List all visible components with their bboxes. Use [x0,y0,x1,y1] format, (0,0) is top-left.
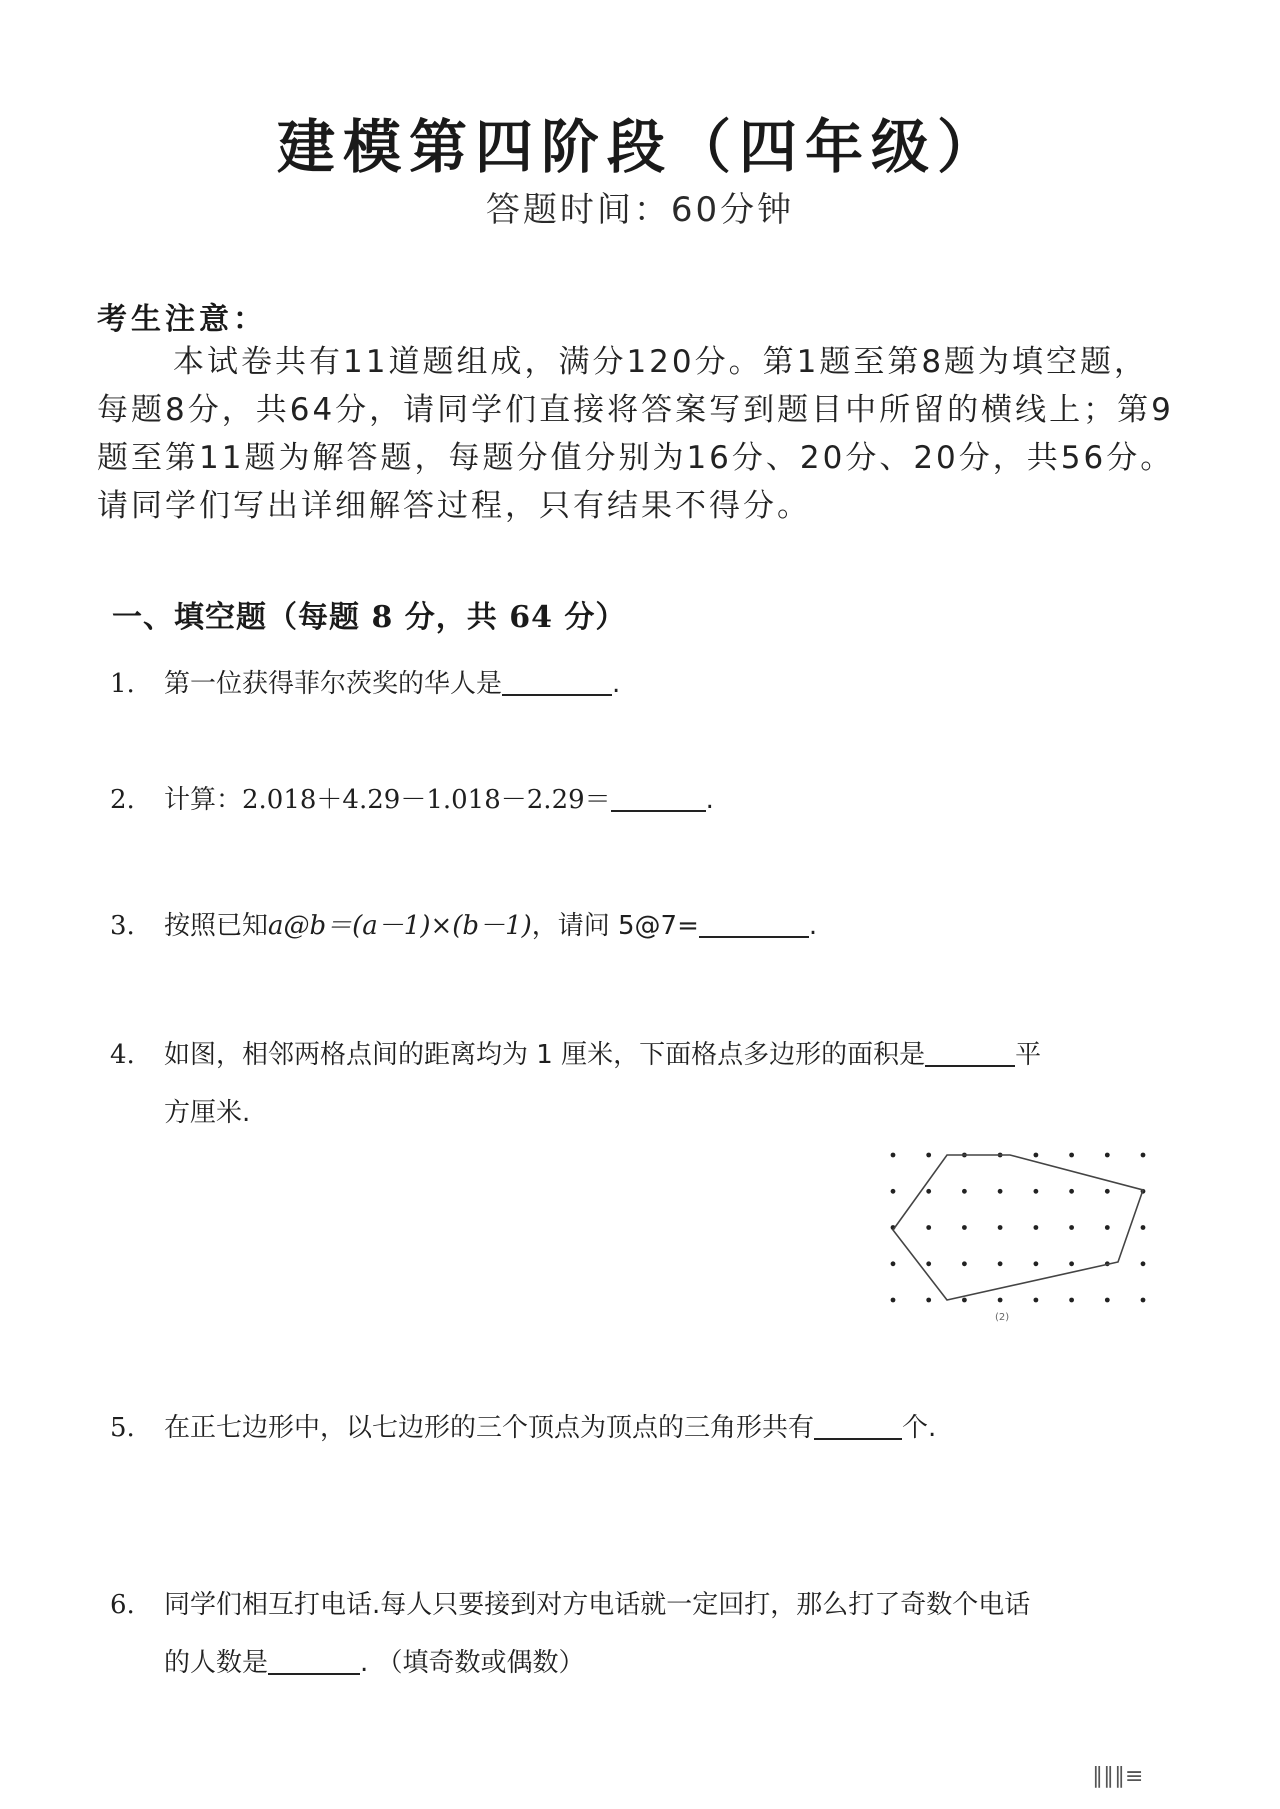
grid-dot [891,1153,896,1158]
grid-dot [1105,1298,1110,1303]
grid-dot [891,1189,896,1194]
grid-dot [926,1225,931,1230]
question-end: . [705,785,714,815]
grid-dot [926,1298,931,1303]
grid-dot [1069,1153,1074,1158]
question-number: 1. [110,669,135,699]
grid-dot [926,1153,931,1158]
grid-dot [1141,1298,1146,1303]
grid-dot [1034,1153,1039,1158]
question-4 [110,1026,1180,1142]
question-2 [110,771,1180,829]
grid-dot [1034,1225,1039,1230]
question-number: 6. [110,1590,135,1620]
question-unit-start: 平 [1015,1040,1042,1070]
question-text: 计算：2.018＋4.29－1.018－2.29＝ [164,785,611,815]
question-text-2: ，请问 5@7= [531,911,699,941]
section-heading: 一、填空题（每题 8 分，共 64 分） [112,600,627,635]
figure-caption: (2) [995,1312,1010,1323]
grid-dot [1141,1261,1146,1266]
question-number: 3. [110,911,135,941]
grid-dot [962,1261,967,1266]
grid-dot [1105,1189,1110,1194]
grid-dot [1034,1189,1039,1194]
grid-dot [962,1225,967,1230]
answer-blank[interactable] [699,906,809,938]
grid-dot [998,1261,1003,1266]
grid-dot [1069,1189,1074,1194]
grid-dot [926,1261,931,1266]
question-text: 在正七边形中，以七边形的三个顶点为顶点的三角形共有 [164,1413,815,1443]
grid-dot [891,1261,896,1266]
notice-body: 本试卷共有11道题组成，满分120分。第1题至第8题为填空题，每题8分，共64分，请同学们直接将答案写到题目中所留的横线上；第9题至第11题为解答题，每题分值分别为16分、20分、20分，共56分。请同学们写出详细解答过程，只有结果不得分。 [97,344,1175,524]
question-end: . [808,911,818,941]
answer-blank[interactable] [925,1035,1015,1067]
grid-dot [962,1298,967,1303]
grid-dot [891,1298,896,1303]
question-text-line2: 的人数是 [164,1648,269,1678]
grid-dot [998,1189,1003,1194]
grid-dot [926,1189,931,1194]
grid-dot [1105,1153,1110,1158]
exam-duration: 答题时间：60分钟 [485,190,795,230]
question-3 [110,897,1180,955]
grid-dot [1069,1261,1074,1266]
answer-blank[interactable] [611,780,706,812]
grid-dot [1034,1261,1039,1266]
question-1 [110,655,1180,713]
question-number: 4. [110,1040,135,1070]
question-number: 5. [110,1413,135,1443]
operation-formula: a@b＝(a－1)×(b－1) [268,911,532,941]
question-unit: 个. [902,1413,937,1443]
answer-blank[interactable] [268,1643,360,1675]
grid-dot [998,1225,1003,1230]
grid-dot [1141,1225,1146,1230]
grid-dot [1034,1298,1039,1303]
grid-dot [1069,1298,1074,1303]
question-text: 如图，相邻两格点间的距离均为 1 厘米，下面格点多边形的面积是 [164,1040,926,1070]
question-6 [110,1576,1180,1692]
lattice-polygon-figure [885,1140,1155,1325]
question-hint: . （填奇数或偶数） [360,1648,585,1678]
question-number: 2. [110,785,135,815]
question-text: 同学们相互打电话.每人只要接到对方电话就一定回打，那么打了奇数个电话 [164,1590,1031,1620]
page-title: 建模第四阶段（四年级） [276,113,1003,181]
question-text: 按照已知 [164,911,269,941]
grid-dot [1141,1153,1146,1158]
answer-blank[interactable] [502,664,612,696]
question-text: 第一位获得菲尔茨奖的华人是 [164,669,503,699]
answer-blank[interactable] [814,1408,902,1440]
question-end: . [612,669,621,699]
notice-heading: 考生注意： [97,302,267,337]
question-text-line2: 方厘米. [164,1098,251,1128]
grid-dots [891,1153,1146,1303]
grid-dot [962,1189,967,1194]
grid-dot [1105,1225,1110,1230]
footer-watermark: ∥∥∥≡ [1092,1764,1144,1789]
grid-dot [1069,1225,1074,1230]
question-5 [110,1399,1180,1457]
grid-dot [998,1298,1003,1303]
